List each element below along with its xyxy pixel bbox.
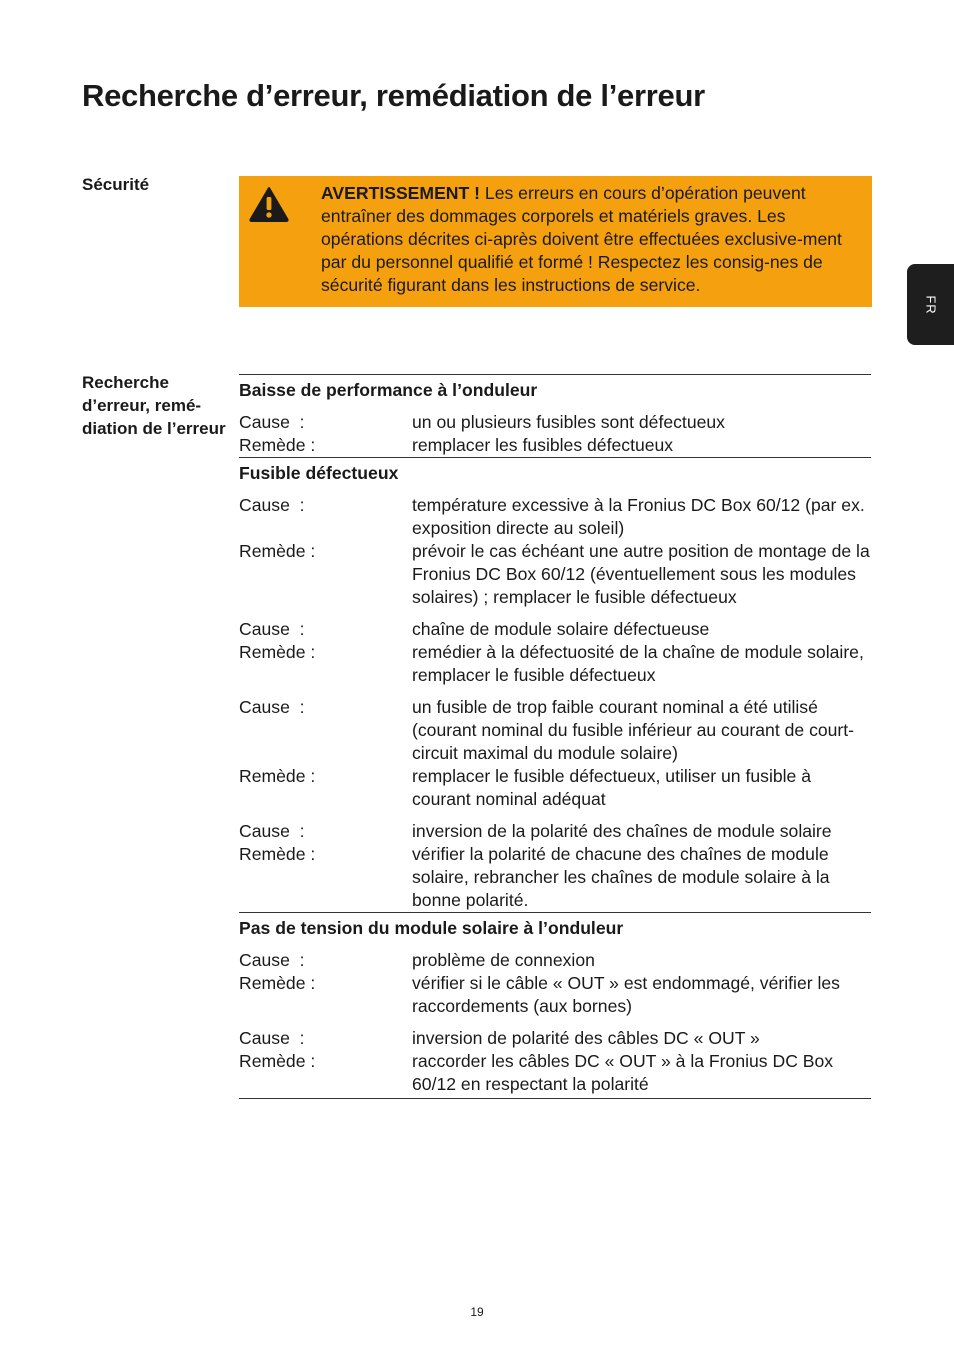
cause-row [239,820,871,843]
cause-text: inversion de la polarité des chaînes de module solaire [412,821,832,841]
remedy-text: remplacer les fusibles défectueux [412,435,674,455]
cause-text: inversion de polarité des câbles DC « OUT » [412,1028,760,1048]
remedy-label: Remède : [239,541,316,561]
remedy-label: Remède : [239,766,316,786]
troubleshooting-table [239,374,871,1099]
warning-text [321,182,866,297]
cause-label: Cause : [239,821,305,841]
troubleshooting-section [239,912,871,1099]
cause-text: un fusible de trop faible courant nominal a été utilisé (courant nominal du fusible inférieur au courant de court-circuit maximal du module solaire) [412,697,855,763]
cause-text: un ou plusieurs fusibles sont défectueux [412,412,725,432]
page-number: 19 [470,1305,484,1319]
cause-text: chaîne de module solaire défectueuse [412,619,710,639]
cause-label: Cause : [239,950,305,970]
cause-label: Cause : [239,1028,305,1048]
cause-row [239,494,871,540]
remedy-row [239,765,871,811]
remedy-label: Remède : [239,1051,316,1071]
remedy-text: remplacer le fusible défectueux, utiliser un fusible à courant nominal adéquat [412,766,812,809]
cause-label: Cause : [239,495,305,515]
cause-text: problème de connexion [412,950,595,970]
cause-remedy-group [239,820,871,912]
warning-lead: AVERTISSEMENT ! [321,183,481,203]
remedy-label: Remède : [239,435,316,455]
cause-row [239,696,871,765]
page-title: Recherche d’erreur, remédiation de l’erreur [82,78,705,113]
cause-row [239,411,871,434]
warning-body: Les erreurs en cours d’opération peuvent entraîner des dommages corporels et matériels graves. Les opérations décrites ci-après doivent être effectuées exclusive-ment par du personnel qualifié et formé ! Respectez les consig-nes de sécurité figurant dans les instructions de service. [321,183,842,295]
cause-row [239,1027,871,1050]
section-title: Pas de tension du module solaire à l’onduleur [239,918,624,938]
safety-heading: Sécurité [82,175,150,194]
warning-triangle-icon [249,186,289,222]
cause-row [239,949,871,972]
cause-label: Cause : [239,697,305,717]
cause-remedy-group [239,949,871,1018]
remedy-row [239,540,871,609]
cause-label: Cause : [239,619,305,639]
cause-remedy-group [239,618,871,687]
language-tab [907,264,954,345]
remedy-text: vérifier si le câble « OUT » est endommagé, vérifier les raccordements (aux bornes) [412,973,840,1016]
remedy-text: vérifier la polarité de chacune des chaînes de module solaire, rebrancher les chaînes de module solaire à la bonne polarité. [412,844,830,910]
section-title: Fusible défectueux [239,463,399,483]
remedy-text: raccorder les câbles DC « OUT » à la Fronius DC Box 60/12 en respectant la polarité [412,1051,834,1094]
remedy-row [239,641,871,687]
remedy-label: Remède : [239,642,316,662]
cause-remedy-group [239,696,871,811]
cause-row [239,618,871,641]
cause-label: Cause : [239,412,305,432]
cause-remedy-group [239,1027,871,1096]
remedy-text: remédier à la défectuosité de la chaîne de module solaire, remplacer le fusible défectueux [412,642,864,685]
remedy-row [239,1050,871,1096]
language-tab-label: FR [923,294,938,315]
cause-remedy-group [239,494,871,609]
remedy-label: Remède : [239,844,316,864]
troubleshooting-heading: Recherche d’erreur, remé-diation de l’erreur [82,373,226,438]
warning-box [239,176,872,307]
section-title: Baisse de performance à l’onduleur [239,380,538,400]
remedy-label: Remède : [239,973,316,993]
troubleshooting-section [239,457,871,912]
troubleshooting-section [239,374,871,457]
remedy-row [239,972,871,1018]
remedy-text: prévoir le cas échéant une autre position de montage de la Fronius DC Box 60/12 (éventuellement sous les modules solaires) ; remplacer le fusible défectueux [412,541,870,607]
cause-text: température excessive à la Fronius DC Box 60/12 (par ex. exposition directe au soleil) [412,495,865,538]
cause-remedy-group [239,411,871,457]
remedy-row [239,434,871,457]
remedy-row [239,843,871,912]
